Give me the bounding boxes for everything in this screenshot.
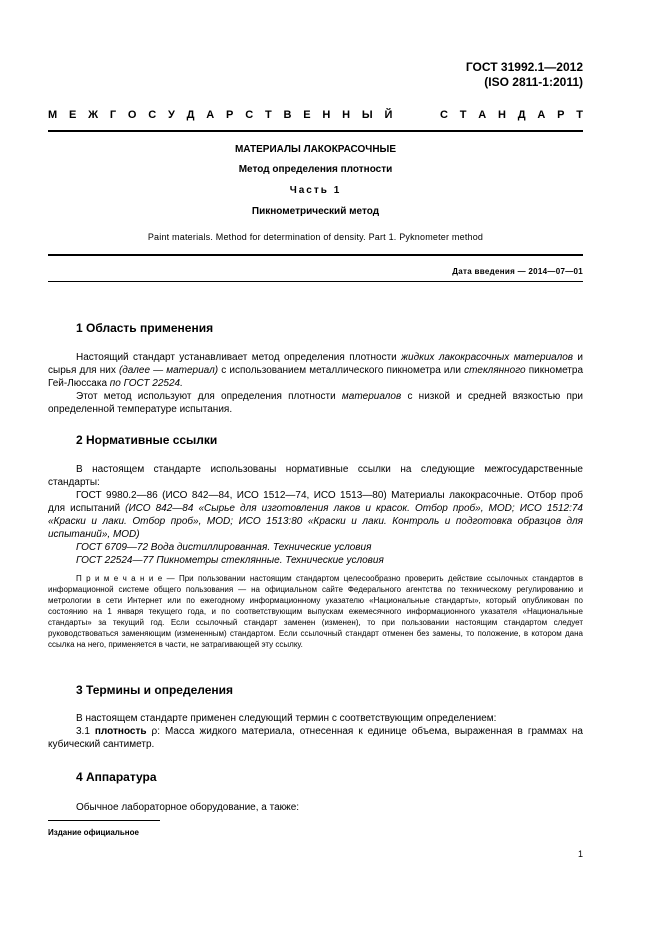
header-rule <box>48 130 583 132</box>
section-1-paragraph-2: Этот метод используют для определения плотности материалов с низкой и средней вязкостью при определенной температуре испытания. <box>48 391 584 415</box>
interstate-standard-banner <box>48 109 583 121</box>
banner-letter: Н <box>497 109 506 121</box>
section-1-body <box>48 351 583 416</box>
section-2-note <box>48 573 583 650</box>
banner-letter: А <box>537 109 546 121</box>
banner-letter: С <box>439 109 448 121</box>
banner-letter: Д <box>186 109 195 121</box>
banner-letter: Т <box>264 109 272 121</box>
section-3-term-3-1: 3.1 плотность ρ: Масса жидкого материала, отнесенная к единице объема, выраженная в граммах на кубический сантиметр. <box>48 726 583 750</box>
banner-letter: А <box>206 109 215 121</box>
section-1-paragraph-1: Настоящий стандарт устанавливает метод определения плотности жидких лакокрасочных материалов и сырья для них (далее — материал) с использованием металлического пикнометра или стеклянного пикнометра Гей-Люссака по ГОСТ 22524. <box>48 352 584 389</box>
section-1-heading: 1 Область применения <box>76 321 214 335</box>
banner-letter: У <box>168 109 175 121</box>
banner-letter: В <box>283 109 292 121</box>
page-number: 1 <box>577 849 583 859</box>
section-2-body <box>48 463 583 567</box>
date-rule <box>48 281 583 282</box>
section-2-reference-3: ГОСТ 22524—77 Пикнометры стеклянные. Технические условия <box>76 555 384 566</box>
section-4-heading: 4 Аппаратура <box>76 770 157 784</box>
official-edition: Издание официальное <box>48 828 139 837</box>
banner-letter: Е <box>303 109 311 121</box>
standard-code <box>466 60 583 90</box>
note-text: — При пользовании настоящим стандартом целесообразно проверить действие ссылочных стандартов в информационной системе общего пользования — на официальном сайте Федерального агентства по техническому регулированию и метрологии в сети Интернет или по ежегодному информационному указателю «Национальные стандарты», который опубликован по состоянию на 1 января текущего года, и по соответствующим выпускам ежемесячного информационного указателя «Национальные стандарты» за текущий год. Если ссылочный стандарт заменен (изменен), то при пользовании настоящим стандартом следует руководствоваться заменяющим (измененным) стандартом. Если ссылочный стандарт отменен без замены, то положение, в котором дана ссылка на него, применяется в части, не затрагивающей эту ссылку. <box>48 574 583 649</box>
section-4-body <box>48 801 583 814</box>
gost-number: ГОСТ 31992.1—2012 <box>465 60 583 74</box>
banner-letter: Т <box>576 109 583 121</box>
banner-letter: Д <box>517 109 526 121</box>
section-2-reference-2: ГОСТ 6709—72 Вода дистиллированная. Технические условия <box>76 542 372 553</box>
banner-letter: Ж <box>88 109 99 121</box>
section-3-heading: 3 Термины и определения <box>76 683 234 697</box>
section-4-paragraph-1: Обычное лабораторное оборудование, а также: <box>76 802 300 813</box>
section-2-reference-1: ГОСТ 9980.2—86 (ИСО 842—84, ИСО 1512—74, ИСО 1513—80) Материалы лакокрасочные. Отбор проб для испытаний (ИСО 842—84 «Сырье для изготовления лаков и красок. Отбор проб», MOD; ИСО 1512:74 «Краски и лаки. Отбор проб», MOD; ИСО 1513:80 «Краски и лаки. Контроль и подготовка образцов для испытаний», MOD) <box>48 490 583 540</box>
banner-letter: Т <box>459 109 467 121</box>
note-label: П р и м е ч а н и е <box>76 574 163 583</box>
introduction-date: Дата введения — 2014—07—01 <box>452 267 583 276</box>
section-3-paragraph-1: В настоящем стандарте применен следующий термин с соответствующим определением: <box>76 713 497 724</box>
title-rule <box>48 254 583 256</box>
banner-letter: С <box>148 109 157 121</box>
doc-subtitle: Пикнометрический метод <box>251 206 380 217</box>
banner-letter: М <box>48 109 58 121</box>
banner-letter: Ы <box>361 109 373 121</box>
banner-letter: Р <box>226 109 234 121</box>
banner-letter: Г <box>109 109 117 121</box>
doc-title: МАТЕРИАЛЫ ЛАКОКРАСОЧНЫЕ <box>234 144 397 155</box>
banner-letter: Н <box>322 109 331 121</box>
section-2-heading: 2 Нормативные ссылки <box>76 433 218 447</box>
section-2-paragraph-1: В настоящем стандарте использованы нормативные ссылки на следующие межгосударственные стандарты: <box>48 464 583 488</box>
banner-letter: О <box>127 109 137 121</box>
banner-letter: Н <box>342 109 351 121</box>
doc-english-title: Paint materials. Method for determination of density. Part 1. Pyknometer method <box>147 232 484 242</box>
iso-number: (ISO 2811-1:2011) <box>484 75 583 89</box>
banner-letter: А <box>478 109 487 121</box>
section-3-body <box>48 712 583 751</box>
doc-method: Метод определения плотности <box>238 164 393 175</box>
banner-letter: Й <box>384 109 393 121</box>
doc-part: Часть 1 <box>289 185 342 196</box>
banner-letter: С <box>245 109 254 121</box>
footer-rule <box>48 820 160 821</box>
banner-letter: Е <box>68 109 77 121</box>
banner-letter: Р <box>557 109 565 121</box>
banner-gap <box>404 109 428 121</box>
